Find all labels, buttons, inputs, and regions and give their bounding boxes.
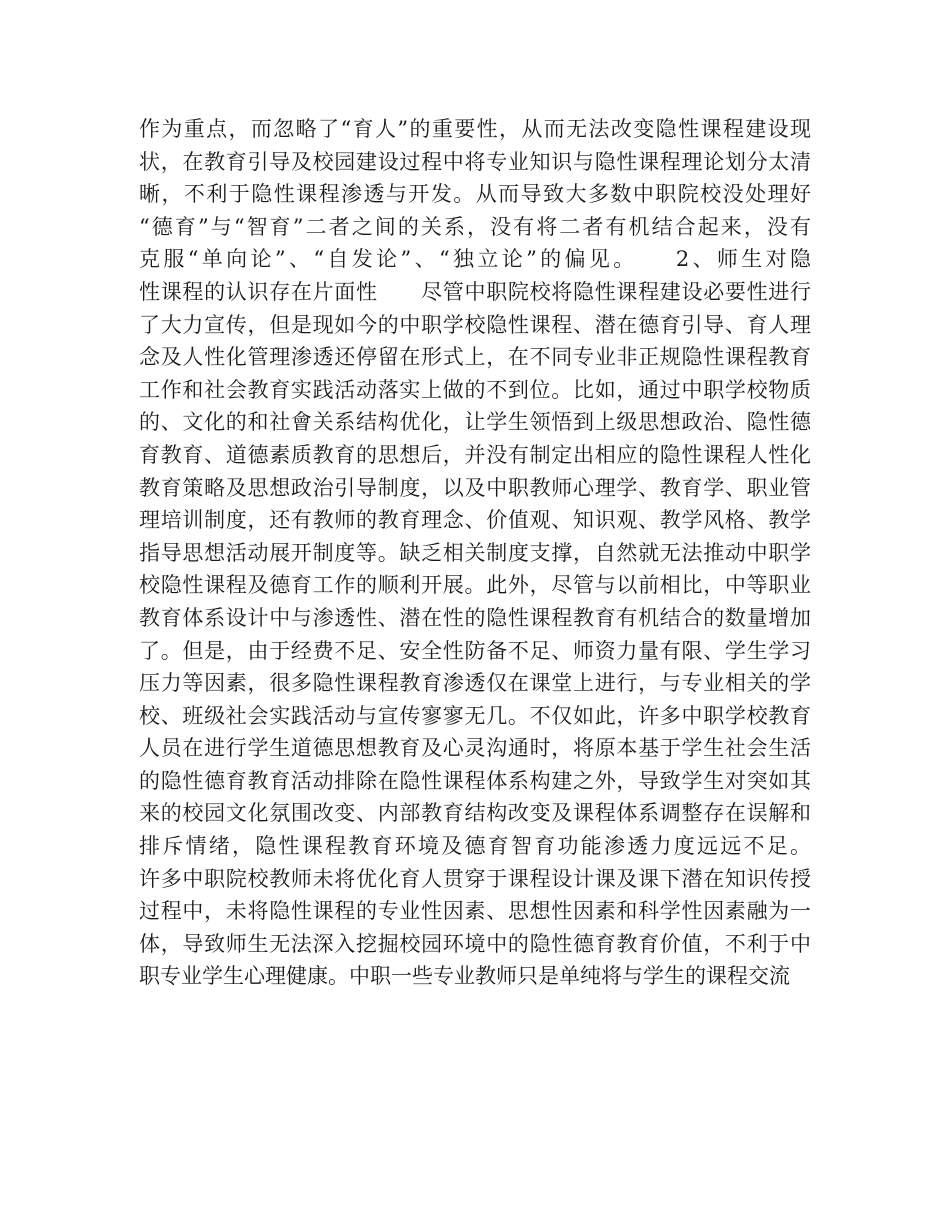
text-line-13: 理培训制度，还有教师的教育理念、价值观、知识观、教学风格、教学 [139,508,811,533]
text-line-6: 性课程的认识存在片面性 尽管中职院校将隐性课程建设必要性进行 [139,279,811,304]
text-line-8: 念及人性化管理渗透还停留在形式上，在不同专业非正规隐性课程教育 [139,345,811,370]
text-line-16: 教育体系设计中与渗透性、潜在性的隐性课程教育有机结合的数量增加 [139,605,811,630]
text-line-24: 许多中职院校教师未将优化育人贯穿于课程设计课及课下潜在知识传授 [139,866,811,891]
body-text [139,113,811,993]
text-line-18: 压力等因素，很多隐性课程教育渗透仅在课堂上进行，与专业相关的学 [139,671,811,696]
text-line-10: 的、文化的和社會关系结构优化，让学生领悟到上级思想政治、隐性德 [139,410,811,435]
text-line-1: 作为重点，而忽略了“育人”的重要性，从而无法改变隐性课程建设现 [139,117,811,141]
text-line-19: 校、班级社会实践活动与宣传寥寥无几。不仅如此，许多中职学校教育 [139,703,811,728]
text-line-21: 的隐性德育教育活动排除在隐性课程体系构建之外，导致学生对突如其 [139,768,811,793]
text-line-12: 教育策略及思想政治引导制度，以及中职教师心理学、教育学、职业管 [139,475,811,500]
text-line-4: “德育”与“智育”二者之间的关系，没有将二者有机结合起来，没有 [139,214,811,239]
text-line-23: 排斥情绪，隐性课程教育环境及德育智育功能渗透力度远远不足。 [139,834,811,859]
text-line-22: 来的校园文化氛围改变、内部教育结构改变及课程体系调整存在误解和 [139,801,811,826]
text-line-26: 体，导致师生无法深入挖掘校园环境中的隐性德育教育价值，不利于中 [139,931,811,956]
text-line-20: 人员在进行学生道德思想教育及心灵沟通时，将原本基于学生社会生活 [139,736,811,761]
text-line-9: 工作和社会教育实践活动落实上做的不到位。比如，通过中职学校物质 [139,377,811,402]
text-line-17: 了。但是，由于经费不足、安全性防备不足、师资力量有限、学生学习 [139,638,811,663]
text-line-11: 育教育、道德素质教育的思想后，并没有制定出相应的隐性课程人性化 [139,442,811,467]
text-line-14: 指导思想活动展开制度等。缺乏相关制度支撑，自然就无法推动中职学 [139,540,811,565]
text-line-25: 过程中，未将隐性课程的专业性因素、思想性因素和科学性因素融为一 [139,899,811,924]
text-line-27: 职专业学生心理健康。中职一些专业教师只是单纯将与学生的课程交流 [139,964,790,989]
text-line-15: 校隐性课程及德育工作的顺利开展。此外，尽管与以前相比，中等职业 [139,573,811,598]
text-line-7: 了大力宣传，但是现如今的中职学校隐性课程、潜在德育引导、育人理 [139,312,811,337]
text-line-2: 状，在教育引导及校园建设过程中将专业知识与隐性课程理论划分太清 [139,149,811,174]
text-line-3: 晰，不利于隐性课程渗透与开发。从而导致大多数中职院校没处理好 [139,182,811,207]
text-line-5: 克服“单向论”、“自发论”、“独立论”的偏见。 2、师生对隐 [139,247,811,272]
